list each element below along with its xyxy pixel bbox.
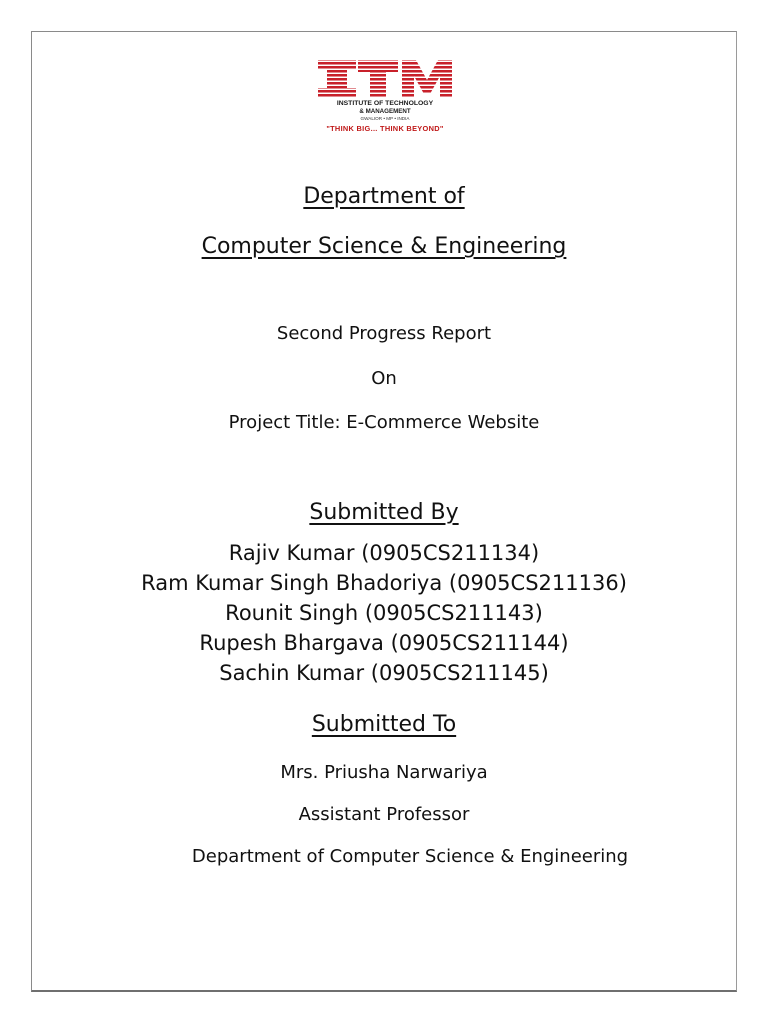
logo-management-line: & MANAGEMENT [359, 108, 411, 115]
member-5: Sachin Kumar (0905CS211145) [219, 661, 549, 685]
report-on: On [371, 368, 397, 389]
submitted-to-heading: Submitted To [311, 712, 457, 737]
report-title: Second Progress Report [276, 323, 492, 344]
project-title: Project Title: E-Commerce Website [228, 412, 540, 433]
member-2: Ram Kumar Singh Bhadoriya (0905CS211136) [141, 571, 627, 595]
guide-name: Mrs. Priusha Narwariya [280, 762, 488, 783]
logo-tagline: "THINK BIG... THINK BEYOND" [326, 124, 444, 133]
guide-department: Department of Computer Science & Engineering [191, 846, 629, 867]
logo-institute-line: INSTITUTE OF TECHNOLOGY [336, 100, 434, 107]
member-4: Rupesh Bhargava (0905CS211144) [199, 631, 569, 655]
logo-location-line: GWALIOR • MP • INDIA [360, 116, 410, 121]
institute-logo [290, 58, 480, 138]
submitted-by-heading: Submitted By [309, 500, 459, 525]
member-3: Rounit Singh (0905CS211143) [225, 601, 543, 625]
itm-logo-letters [318, 58, 452, 100]
guide-designation: Assistant Professor [298, 804, 470, 825]
department-heading-line1: Department of [303, 184, 465, 209]
member-1: Rajiv Kumar (0905CS211134) [228, 541, 540, 565]
department-heading-line2: Computer Science & Engineering [201, 234, 567, 259]
